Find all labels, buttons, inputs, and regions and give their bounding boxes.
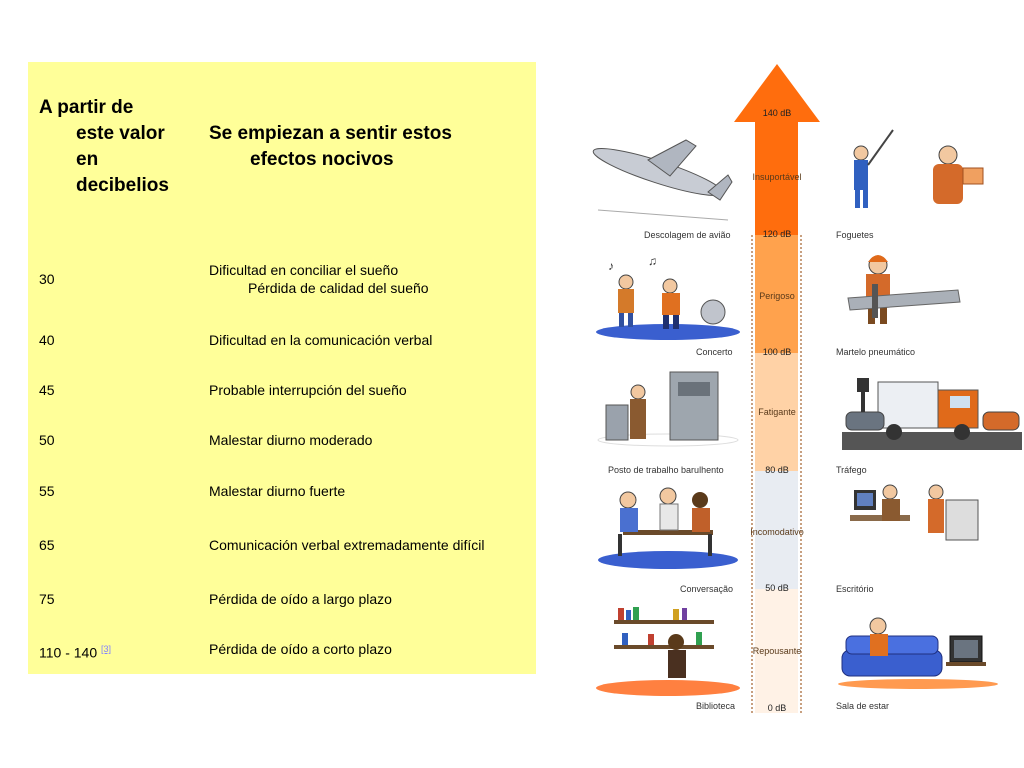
db-mark: 50 dB — [765, 583, 789, 593]
band-label: Incomodativo — [750, 527, 804, 537]
header-effects-line: Se empiezan a sentir estos — [209, 123, 452, 144]
band-label: Fatigante — [758, 407, 796, 417]
scene-caption: Escritório — [836, 584, 874, 594]
decibel-value: 45 — [39, 382, 55, 398]
decibel-value: 50 — [39, 432, 55, 448]
conversation-icon — [598, 488, 738, 569]
header-decibels-line: este valor — [76, 123, 165, 144]
effect-line: Pérdida de calidad del sueño — [248, 280, 429, 296]
header-decibels-line: en — [76, 149, 99, 170]
svg-text:♫: ♫ — [648, 254, 657, 268]
scene-caption: Conversação — [680, 584, 734, 594]
band-label: Repousante — [752, 646, 802, 656]
db-mark: 0 dB — [767, 703, 787, 713]
svg-text:♪: ♪ — [608, 259, 614, 273]
effect-text: Pérdida de oído a corto plazo — [209, 641, 392, 657]
scene-caption: Sala de estar — [836, 701, 890, 711]
db-mark: 140 dB — [762, 108, 792, 118]
header-effects-line: efectos nocivos — [250, 149, 394, 170]
effect-text: Probable interrupción del sueño — [209, 382, 407, 398]
decibel-value: 40 — [39, 332, 55, 348]
effect-text: Malestar diurno moderado — [209, 432, 373, 448]
scene-caption: Tráfego — [836, 465, 867, 475]
decibel-value — [39, 640, 111, 662]
arrow-insuportavel-band — [734, 64, 820, 235]
effect-text: Comunicación verbal extremadamente difícil — [209, 537, 485, 553]
workshop-machine-icon — [598, 372, 738, 446]
noise-scale-graphic — [578, 60, 1024, 720]
header-decibels-line: A partir de — [39, 97, 134, 118]
jackhammer-worker-icon — [848, 255, 960, 324]
decibel-range: 110 - 140 — [39, 644, 98, 661]
effect-text: Dificultad en la comunicación verbal — [209, 332, 433, 348]
scene-caption: Posto de trabalho barulhento — [608, 465, 724, 475]
db-mark: 120 dB — [762, 229, 792, 239]
concert-icon — [596, 254, 740, 340]
effect-text: Pérdida de oído a largo plazo — [209, 591, 392, 607]
header-decibels-line: decibelios — [76, 175, 169, 196]
db-mark: 80 dB — [765, 465, 789, 475]
traffic-truck-icon — [842, 378, 1022, 450]
decibel-value: 65 — [39, 537, 55, 553]
library-icon — [596, 607, 740, 696]
header-effects — [209, 121, 529, 173]
scene-caption: Foguetes — [836, 230, 874, 240]
office-workers-icon — [850, 485, 978, 540]
band-label: Insuportável — [752, 172, 802, 182]
scene-caption: Descolagem de avião — [644, 230, 731, 240]
db-mark: 100 dB — [762, 347, 792, 357]
header-decibels — [39, 95, 199, 199]
noise-scale-illustration — [578, 60, 1024, 720]
band-label: Perigoso — [759, 291, 795, 301]
decibel-value: 75 — [39, 591, 55, 607]
effect-text — [209, 261, 529, 297]
fireworks-people-icon — [854, 130, 983, 208]
scene-caption: Martelo pneumático — [836, 347, 916, 357]
decibel-value: 55 — [39, 483, 55, 499]
living-room-sofa-icon — [838, 618, 998, 689]
effect-text: Malestar diurno fuerte — [209, 483, 346, 499]
noise-effects-table — [28, 62, 536, 674]
scene-caption: Concerto — [696, 347, 733, 357]
decibel-value: 30 — [39, 271, 55, 287]
scene-caption: Biblioteca — [696, 701, 736, 711]
effect-line: Dificultad en conciliar el sueño — [209, 262, 399, 278]
reference-link[interactable]: [3] — [101, 644, 112, 654]
airplane-icon — [590, 140, 732, 220]
